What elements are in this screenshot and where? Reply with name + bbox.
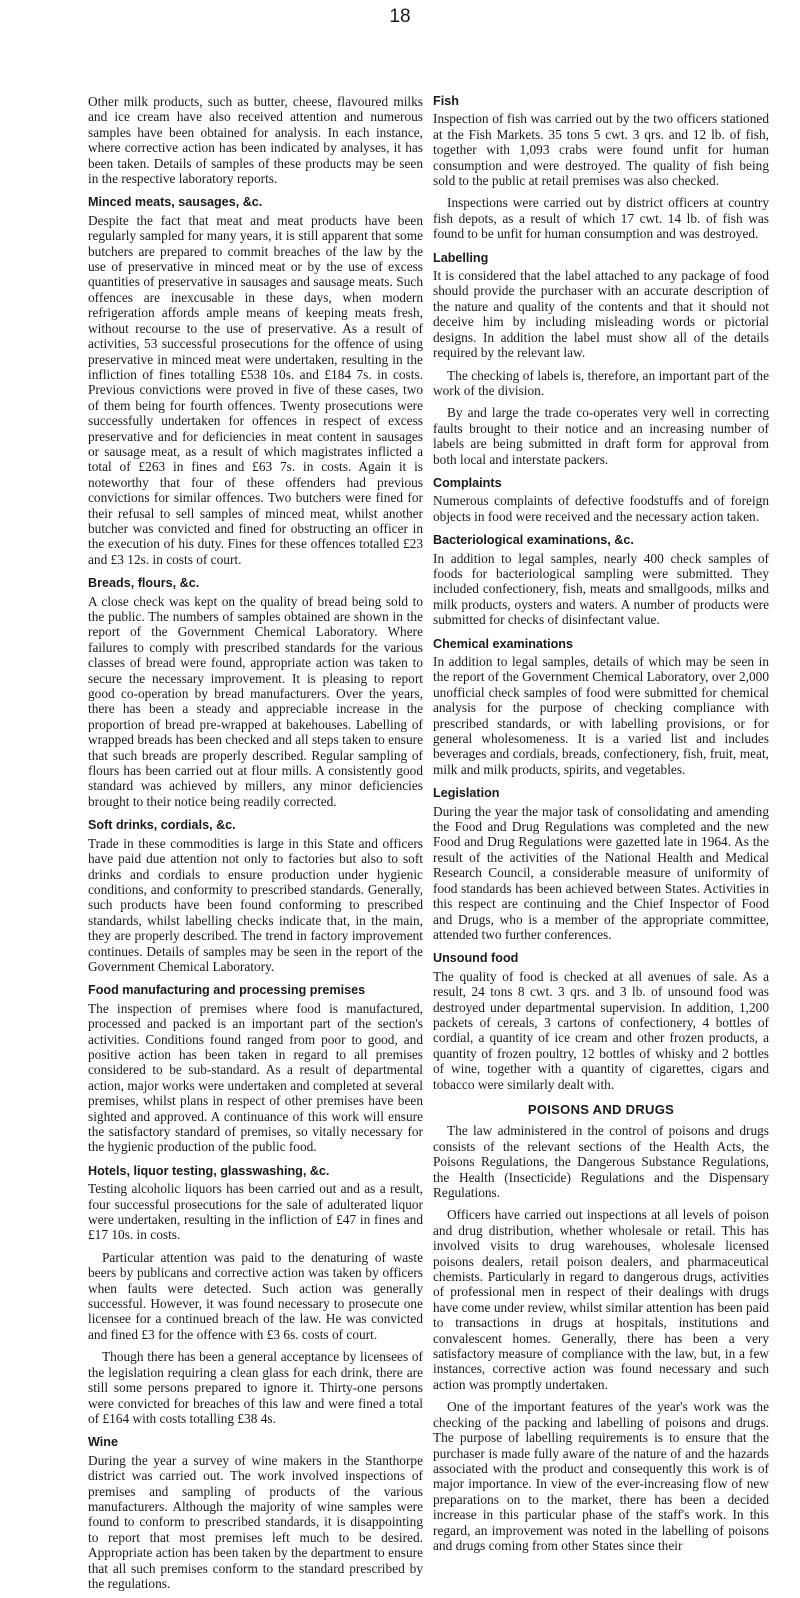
paragraph: Testing alcoholic liquors has been carried out and as a result, four successful prosecutions for the sale of adulterated liquor were undertaken, resulting in the infliction of £47 in fines and £17 10s. in costs. xyxy=(88,1181,423,1243)
section-heading-hotels: Hotels, liquor testing, glasswashing, &c. xyxy=(88,1163,330,1178)
section-heading-labelling: Labelling xyxy=(433,250,489,265)
section-heading-fish: Fish xyxy=(433,94,459,108)
paragraph: Other milk products, such as butter, cheese, flavoured milks and ice cream have also received attention and numerous samples have been obtained for analysis. In each instance, where corrective action has been indicated by analyses, it has been taken. Details of samples of these products may be seen in the respective laboratory reports. xyxy=(88,94,423,187)
section-heading-food-manufacturing: Food manufacturing and processing premises xyxy=(88,983,366,998)
paragraph: One of the important features of the year's work was the checking of the packing and labelling of poisons and drugs. The purpose of labelling requirements is to ensure that the purchaser is made fully aware of the nature of and the hazards associated with the product and consequently this work is of major importance. In view of the ever-increasing flow of new preparations on to the market, there has been a decided increase in this particular phase of the staff's work. In this regard, an improvement was noted in the labelling of poisons and drugs coming from other States since their xyxy=(433,1399,769,1553)
section-heading-poisons: POISONS AND DRUGS xyxy=(527,1101,675,1117)
paragraph: In addition to legal samples, nearly 400 check samples of foods for bacteriological sampling were submitted. They included confectionery, fish, meats and smallgoods, milks and milk products, oysters and waters. A number of products were submitted for checks of disinfectant value. xyxy=(433,550,769,628)
paragraph: The inspection of premises where food is manufactured, processed and packed is an important part of the section's activities. Conditions found ranged from poor to good, and positive action has been taken in regard to all premises considered to be sub-standard. As a result of departmental action, major works were undertaken and completed at several premises, whilst plans in respect of other premises have been sighted and approved. A continuance of this work will ensure the satisfactory standard of premises, so vitally necessary for the hygienic production of the public food. xyxy=(88,1000,423,1155)
paragraph: By and large the trade co-operates very well in correcting faults brought to their notice and an increasing number of labels are being submitted in draft form for approval from both local and interstate packers. xyxy=(433,405,769,467)
section-heading-soft-drinks: Soft drinks, cordials, &c. xyxy=(88,818,236,833)
section-heading-wine: Wine xyxy=(88,1435,118,1450)
section-heading-minced-meats: Minced meats, sausages, &c. xyxy=(88,195,263,210)
paragraph: Officers have carried out inspections at all levels of poison and drug distribution, whether wholesale or retail. This has involved visits to drug warehouses, wholesale licensed poisons dealers, retail poison dealers, and pharmaceutical chemists. Particularly in regard to dangerous drugs, activities of professional men in respect of their dealings with drugs have come under review, whilst similar attention has been paid to transactions in drugs at hospitals, institutions and convalescent homes. Generally, there has been a very satisfactory measure of compliance with the law, but, in a few instances, corrective action was found necessary and such action was promptly undertaken. xyxy=(433,1207,769,1392)
section-heading-complaints: Complaints xyxy=(433,475,502,490)
paragraph: Inspections were carried out by district officers at country fish depots, as a result of which 17 cwt. 14 lb. of fish was found to be unfit for human consumption and was destroyed. xyxy=(433,195,769,242)
paragraph: Trade in these commodities is large in this State and officers have paid due attention not only to factories but also to soft drinks and cordials to ensure production under hygienic conditions, and conformity to prescribed standards. Generally, such products have been found conforming to prescribed standards, whilst labelling checks indicate that, in the main, they are properly described. The trend in factory improvement continues. Details of samples may be seen in the report of the Government Chemical Laboratory. xyxy=(88,835,423,974)
paragraph: In addition to legal samples, details of which may be seen in the report of the Government Chemical Laboratory, over 2,000 unofficial check samples of food were submitted for chemical analysis for the purpose of checking compliance with prescribed standards, or with labelling provisions, or for general wholesomeness. It is a varied list and includes beverages and cordials, breads, confectionery, fish, fruit, meat, milk and milk products, spirits, and vegetables. xyxy=(433,654,769,777)
paragraph: During the year a survey of wine makers in the Stanthorpe district was carried out. The work involved inspections of premises and sampling of products of the various manufacturers. Although the majority of wine samples were found to conform to prescribed standards, it is disappointing to report that most premises left much to be desired. Appropriate action has been taken by the department to ensure that all such premises conform to the standard prescribed by the regulations. xyxy=(88,1452,423,1591)
paragraph: Numerous complaints of defective foodstuffs and of foreign objects in food were received and the necessary action taken. xyxy=(433,493,769,524)
paragraph: The checking of labels is, therefore, an important part of the work of the division. xyxy=(433,367,769,398)
paragraph: Though there has been a general acceptance by licensees of the legislation requiring a clean glass for each drink, there are still some persons prepared to ignore it. Thirty-one persons were convicted for breaches of this law and were fined a total of £164 with costs totalling £38 4s. xyxy=(88,1349,423,1426)
paragraph: During the year the major task of consolidating and amending the Food and Drug Regulations was completed and the new Food and Drug Regulations were gazetted late in 1964. As the result of the activities of the National Health and Medical Research Council, a considerable measure of uniformity of food standards has been achieved between States. Activities in this respect are continuing and the Chief Inspector of Food and Drugs, who is a member of the appropriate committee, attended two further conferences. xyxy=(433,803,769,942)
paragraph: The law administered in the control of poisons and drugs consists of the relevant sections of the Health Acts, the Poisons Regulations, the Dangerous Substance Regulations, the Health (Insecticide) Regulations and the Dispensary Regulations. xyxy=(433,1123,769,1200)
page-number: 18 xyxy=(389,6,411,27)
paragraph: A close check was kept on the quality of bread being sold to the public. The numbers of samples obtained are shown in the report of the Government Chemical Laboratory. Where failures to comply with prescribed standards for the various classes of bread were found, appropriate action was taken to secure the necessary improvement. It is pleasing to report good co-operation by bread manufacturers. Over the years, there has been a steady and appreciable increase in the proportion of bread pre-wrapped at bakehouses. Labelling of wrapped breads has been checked and all steps taken to ensure that such breads are properly described. Regular sampling of flours has been carried out at flour mills. A consistently good standard was achieved by millers, any minor deficiencies brought to their notice being readily corrected. xyxy=(88,593,423,809)
paragraph: Particular attention was paid to the denaturing of waste beers by publicans and corrective action was taken by officers when faults were detected. Such action was generally successful. However, it was found necessary to prosecute one licensee for a continued breach of the law. He was convicted and fined £3 for the offence with £3 6s. costs of court. xyxy=(88,1249,423,1342)
section-heading-breads: Breads, flours, &c. xyxy=(88,576,200,591)
section-heading-unsound-food: Unsound food xyxy=(433,951,519,966)
paragraph: Despite the fact that meat and meat products have been regularly sampled for many years, it is still apparent that some butchers are prepared to commit breaches of the law by the use of preservative in minced meat or by the use of excess quantities of preservative in sausages and sausage meats. Such offences are inexcusable in these days, when modern refrigeration affords ample means of keeping meats fresh, without recourse to the use of preservative. As a result of activities, 53 successful prosecutions for the offence of using preservative in minced meat were undertaken, resulting in the infliction of fines totalling £538 10s. and £184 7s. in costs. Previous convictions were proved in five of these cases, two of them being for fourth offences. Twenty prosecutions were successfully undertaken for offences in respect of excess preservative and for deficiencies in meat content in sausages or sausage meat, as a result of which magistrates inflicted a total of £263 in fines and £63 7s. in costs. Again it is noteworthy that four of these offenders had previous convictions for similar offences. Two butchers were fined for their refusal to sell samples of minced meat, whilst another butcher was convicted and fined for obstructing an officer in the execution of his duty. Fines for these offences totalled £23 and £3 12s. in costs of court. xyxy=(88,212,423,567)
section-heading-chemical: Chemical examinations xyxy=(433,636,573,651)
paragraph: It is considered that the label attached to any package of food should provide the purchaser with an accurate description of the nature and quality of the contents and that it should not deceive him by including misleading words or pictorial designs. In addition the label must show all of the details required by the relevant law. xyxy=(433,268,769,361)
left-column xyxy=(88,94,423,1598)
paragraph: Inspection of fish was carried out by the two officers stationed at the Fish Markets. 35 tons 5 cwt. 3 qrs. and 12 lb. of fish, together with 1,093 crabs were found unfit for human consumption and were destroyed. The quality of fish being sold to the public at retail premises was also checked. xyxy=(433,111,769,189)
section-heading-legislation: Legislation xyxy=(433,786,500,801)
paragraph: The quality of food is checked at all avenues of sale. As a result, 24 tons 8 cwt. 3 qrs. and 3 lb. of unsound food was destroyed under departmental supervision. In addition, 1,200 packets of cereals, 3 cartons of confectionery, 4 bottles of cordial, a quantity of ice cream and other frozen products, a quantity of frozen poultry, 12 bottles of whisky and 2 bottles of wine, together with a quantity of cigarettes, cigars and tobacco were similarly dealt with. xyxy=(433,968,769,1092)
section-heading-bacteriological: Bacteriological examinations, &c. xyxy=(433,533,634,548)
right-column xyxy=(433,94,769,1560)
